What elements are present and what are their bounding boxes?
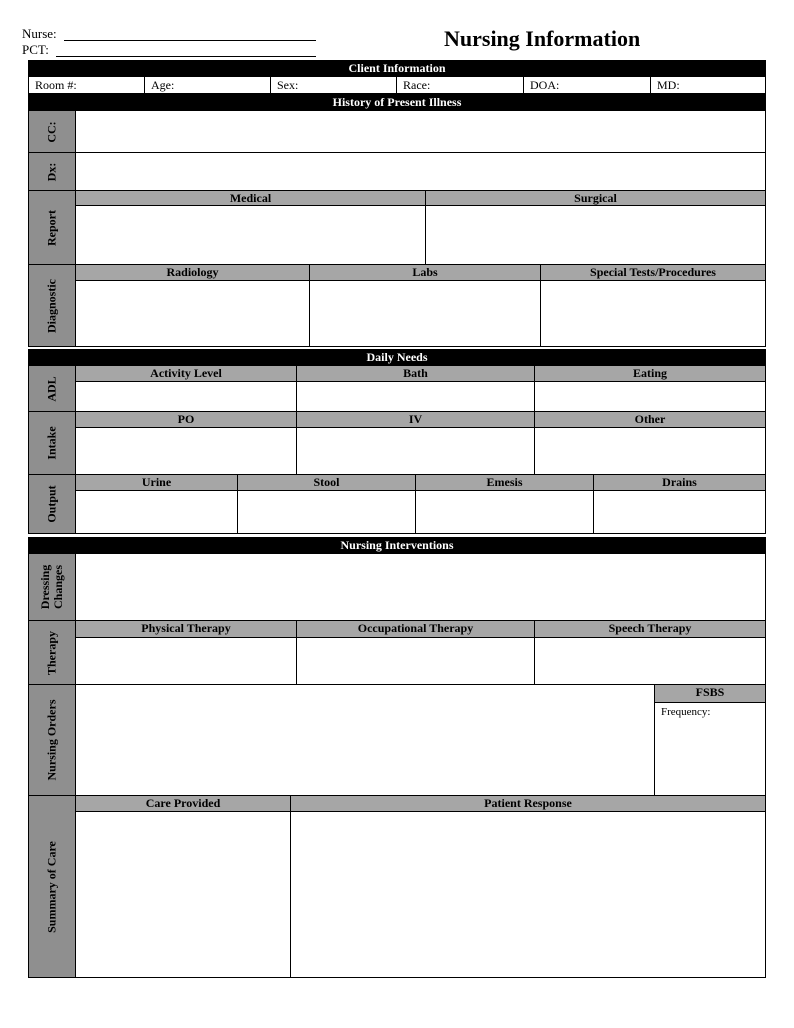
surgical-field[interactable]: [425, 205, 766, 265]
emesis-field[interactable]: [415, 490, 594, 534]
drains-field[interactable]: [593, 490, 766, 534]
fsbs-header: FSBS: [654, 684, 766, 703]
iv-field[interactable]: [296, 427, 535, 475]
other-header: Other: [534, 411, 766, 428]
adl-side-label: ADL: [28, 365, 76, 412]
nurse-label: Nurse:: [22, 26, 57, 41]
speech-therapy-field[interactable]: [534, 637, 766, 685]
eating-header: Eating: [534, 365, 766, 382]
labs-header: Labs: [309, 264, 541, 281]
po-field[interactable]: [75, 427, 297, 475]
nurse-line[interactable]: [64, 40, 316, 41]
pct-label: PCT:: [22, 42, 49, 57]
room-field[interactable]: Room #:: [28, 76, 145, 94]
speech-therapy-header: Speech Therapy: [534, 620, 766, 638]
physical-therapy-header: Physical Therapy: [75, 620, 297, 638]
orders-side-label: Nursing Orders: [28, 684, 76, 796]
activity-level-header: Activity Level: [75, 365, 297, 382]
dressing-changes-field[interactable]: [75, 553, 766, 621]
radiology-header: Radiology: [75, 264, 310, 281]
frequency-label: Frequency:: [661, 706, 711, 718]
md-field[interactable]: MD:: [650, 76, 766, 94]
eating-field[interactable]: [534, 381, 766, 412]
urine-field[interactable]: [75, 490, 238, 534]
nursing-orders-field[interactable]: [75, 684, 655, 796]
interventions-heading: Nursing Interventions: [28, 537, 766, 554]
page-title: Nursing Information: [444, 26, 641, 51]
cc-field[interactable]: [75, 110, 766, 153]
dx-side-label: Dx:: [28, 152, 76, 191]
bath-header: Bath: [296, 365, 535, 382]
doa-field[interactable]: DOA:: [523, 76, 651, 94]
drains-header: Drains: [593, 474, 766, 491]
daily-needs-heading: Daily Needs: [28, 349, 766, 366]
po-header: PO: [75, 411, 297, 428]
care-provided-header: Care Provided: [75, 795, 291, 812]
special-tests-field[interactable]: [540, 280, 766, 347]
fsbs-field[interactable]: [654, 702, 766, 796]
activity-level-field[interactable]: [75, 381, 297, 412]
stool-field[interactable]: [237, 490, 416, 534]
report-side-label: Report: [28, 190, 76, 265]
diagnostic-side-label: Diagnostic: [28, 264, 76, 347]
patient-response-header: Patient Response: [290, 795, 766, 812]
dx-field[interactable]: [75, 152, 766, 191]
summary-side-label: Summary of Care: [28, 795, 76, 978]
client-info-heading: Client Information: [28, 60, 766, 77]
surgical-header: Surgical: [425, 190, 766, 206]
patient-response-field[interactable]: [290, 811, 766, 978]
dressing-side-label: Dressing Changes: [28, 553, 76, 621]
cc-side-label: CC:: [28, 110, 76, 153]
occupational-therapy-header: Occupational Therapy: [296, 620, 535, 638]
care-provided-field[interactable]: [75, 811, 291, 978]
age-field[interactable]: Age:: [144, 76, 271, 94]
iv-header: IV: [296, 411, 535, 428]
medical-header: Medical: [75, 190, 426, 206]
physical-therapy-field[interactable]: [75, 637, 297, 685]
labs-field[interactable]: [309, 280, 541, 347]
other-field[interactable]: [534, 427, 766, 475]
bath-field[interactable]: [296, 381, 535, 412]
emesis-header: Emesis: [415, 474, 594, 491]
special-tests-header: Special Tests/Procedures: [540, 264, 766, 281]
pct-line[interactable]: [56, 56, 316, 57]
medical-field[interactable]: [75, 205, 426, 265]
urine-header: Urine: [75, 474, 238, 491]
stool-header: Stool: [237, 474, 416, 491]
radiology-field[interactable]: [75, 280, 310, 347]
therapy-side-label: Therapy: [28, 620, 76, 685]
intake-side-label: Intake: [28, 411, 76, 475]
output-side-label: Output: [28, 474, 76, 534]
history-heading: History of Present Illness: [28, 94, 766, 111]
sex-field[interactable]: Sex:: [270, 76, 397, 94]
race-field[interactable]: Race:: [396, 76, 524, 94]
occupational-therapy-field[interactable]: [296, 637, 535, 685]
